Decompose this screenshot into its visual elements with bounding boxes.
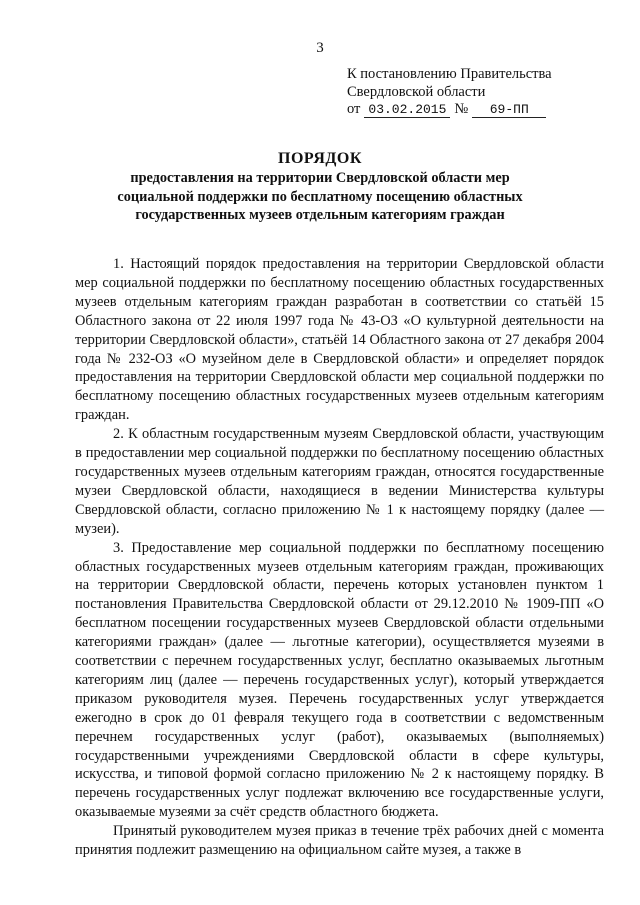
- approval-line-2: Свердловской области: [347, 83, 486, 100]
- approval-block: [347, 66, 627, 119]
- document-title: ПОРЯДОК: [278, 150, 362, 167]
- approval-date-line: [347, 101, 627, 119]
- paragraph-4: Принятый руководителем музея приказ в течение трёх рабочих дней с момента принятия подлежит размещению на официальном сайте музея, а также в: [75, 823, 604, 859]
- paragraph-3: 3. Предоставление мер социальной поддержки по бесплатному посещению областных государственных музеев отдельным категориям граждан, проживающих на территории Свердловской области, перечень которых установлен пунктом 1 постановления Правительства Свердловской области от 29.12.2010 № 1909-ПП «О бесплатном посещении государственных музеев Свердловской области отдельными категориями граждан» (далее — льготные категории), осуществляется музеями в соответствии с перечнем государственных услуг, бесплатно оказываемых льготным категориям лиц (далее — перечень государственных услуг), который утверждается приказом руководителя музея. Перечень государственных услуг утверждается ежегодно в срок до 01 февраля текущего года в соответствии с ведомственным перечнем государственных услуг (работ), оказываемых (выполняемых) государственными учреждениями Свердловской области в сфере культуры, искусства, и типовой формой согласно приложению № 2 к настоящему порядку. В перечень государственных услуг подлежат включению все государственные услуги, оказываемые музеями за счёт средств областного бюджета.: [75, 539, 604, 821]
- from-label: от: [347, 101, 361, 117]
- number-label: №: [454, 101, 469, 117]
- approval-line-1: К постановлению Правительства: [347, 66, 552, 82]
- document-subtitle: предоставления на территории Свердловской области мер социальной поддержки по бесплатному посещению областных государственных музеев отдельным категориям граждан: [117, 170, 523, 223]
- paragraph-1: 1. Настоящий порядок предоставления на территории Свердловской области мер социальной поддержки по бесплатному посещению областных государственных музеев отдельным категориям граждан разработан в соответствии со статьёй 15 Областного закона от 22 июля 1997 года № 43-ОЗ «О культурной деятельности на территории Свердловской области», статьёй 14 Областного закона от 27 декабря 2004 года № 232-ОЗ «О музейном деле в Свердловской области» и определяет порядок предоставления на территории Свердловской области мер социальной поддержки по бесплатному посещению областных государственных музеев отдельным категориям граждан.: [75, 256, 604, 424]
- page-number: 3: [316, 40, 324, 56]
- approval-number: 69-ПП: [472, 102, 546, 118]
- document-body: [75, 255, 604, 860]
- paragraph-2: 2. К областным государственным музеям Свердловской области, участвующим в предоставлении мер социальной поддержки по бесплатному посещению областных государственных музеев отдельным категориям граждан, относятся государственные музеи Свердловской области, находящиеся в ведении Министерства культуры Свердловской области, согласно приложению № 1 к настоящему порядку (далее — музеи).: [75, 426, 604, 537]
- approval-date: 03.02.2015: [364, 102, 450, 118]
